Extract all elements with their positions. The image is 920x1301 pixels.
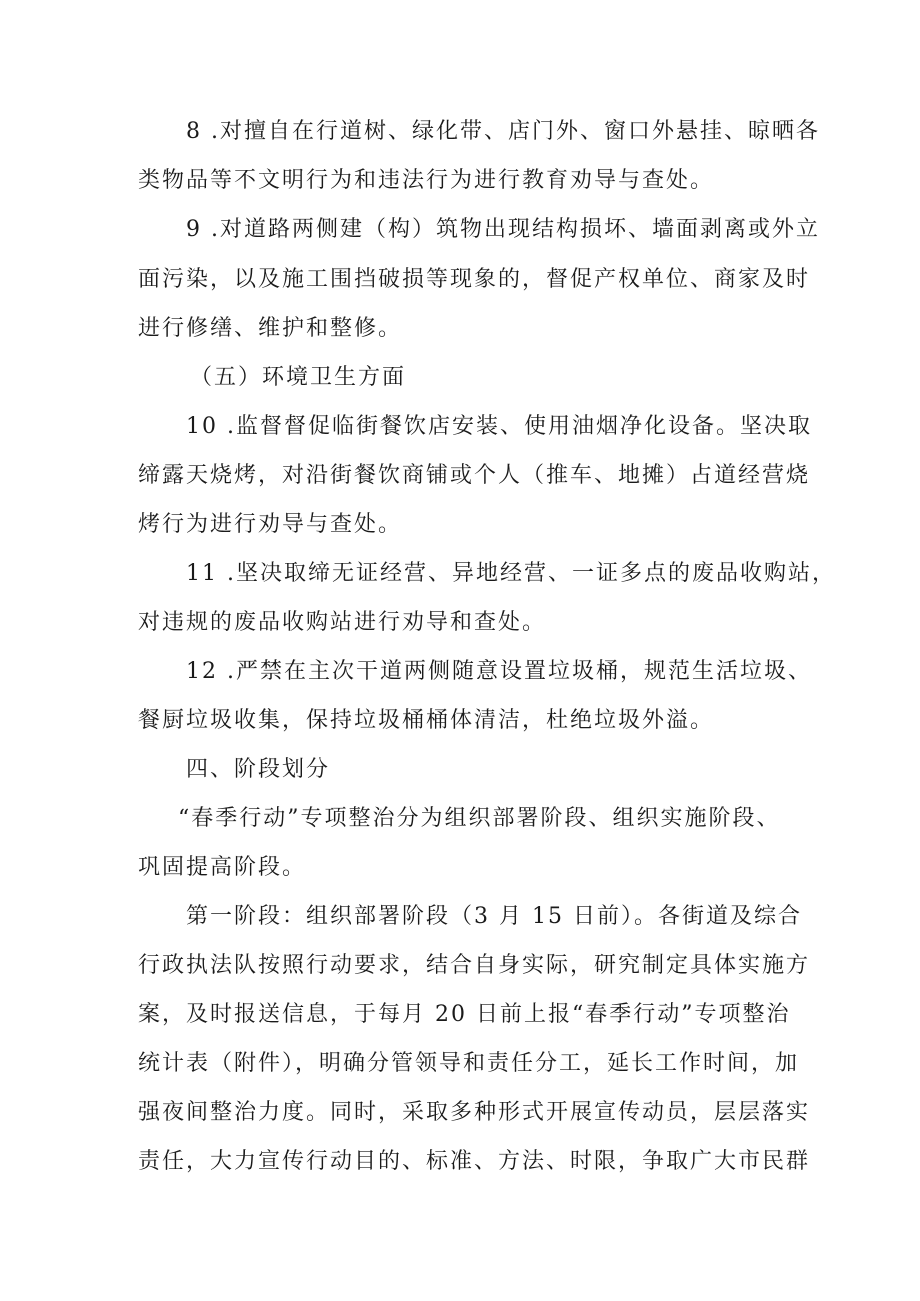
item-10-line-2: 缔露天烧烤，对沿街餐饮商铺或个人（推车、地摊）占道经营烧 <box>138 463 811 488</box>
item-8-line-2: 类物品等不文明行为和违法行为进行教育劝导与查处。 <box>138 168 715 193</box>
item-9-line-3: 进行修缮、维护和整修。 <box>138 316 403 341</box>
phases-intro-line-1: “春季行动”专项整治分为组织部署阶段、组织实施阶段、 <box>178 806 781 831</box>
item-9-line-2: 面污染，以及施工围挡破损等现象的，督促产权单位、商家及时 <box>138 267 811 292</box>
item-9-line-1: 9 .对道路两侧建（构）筑物出现结构损坏、墙面剥离或外立 <box>186 217 820 242</box>
section-heading-phases: 四、阶段划分 <box>186 757 331 782</box>
phase-1-line-5: 强夜间整治力度。同时，采取多种形式开展宣传动员，层层落实 <box>138 1100 811 1125</box>
phase-1-line-2: 行政执法队按照行动要求，结合自身实际，研究制定具体实施方 <box>138 953 811 978</box>
phase-1-line-3: 案，及时报送信息，于每月 20 日前上报“春季行动”专项整治 <box>138 1002 791 1027</box>
item-10-line-3: 烤行为进行劝导与查处。 <box>138 512 403 537</box>
phase-1-line-1: 第一阶段：组织部署阶段（3 月 15 日前）。各街道及综合 <box>186 904 802 929</box>
phase-1-line-6: 责任，大力宣传行动目的、标准、方法、时限，争取广大市民群 <box>138 1149 811 1174</box>
item-8-line-1: 8 .对擅自在行道树、绿化带、店门外、窗口外悬挂、晾晒各 <box>186 119 820 144</box>
item-11-line-1: 11 .坚决取缔无证经营、异地经营、一证多点的废品收购站， <box>186 561 836 586</box>
item-10-line-1: 10 .监督督促临街餐饮店安装、使用油烟净化设备。坚决取 <box>186 414 812 439</box>
item-12-line-1: 12 .严禁在主次干道两侧随意设置垃圾桶，规范生活垃圾、 <box>186 659 812 684</box>
phase-1-line-4: 统计表（附件），明确分管领导和责任分工，延长工作时间，加 <box>138 1051 800 1076</box>
section-heading-environment: （五）环境卫生方面 <box>190 365 407 390</box>
phases-intro-line-2: 巩固提高阶段。 <box>138 855 307 880</box>
item-12-line-2: 餐厨垃圾收集，保持垃圾桶桶体清洁，杜绝垃圾外溢。 <box>138 708 715 733</box>
item-11-line-2: 对违规的废品收购站进行劝导和查处。 <box>138 610 547 635</box>
